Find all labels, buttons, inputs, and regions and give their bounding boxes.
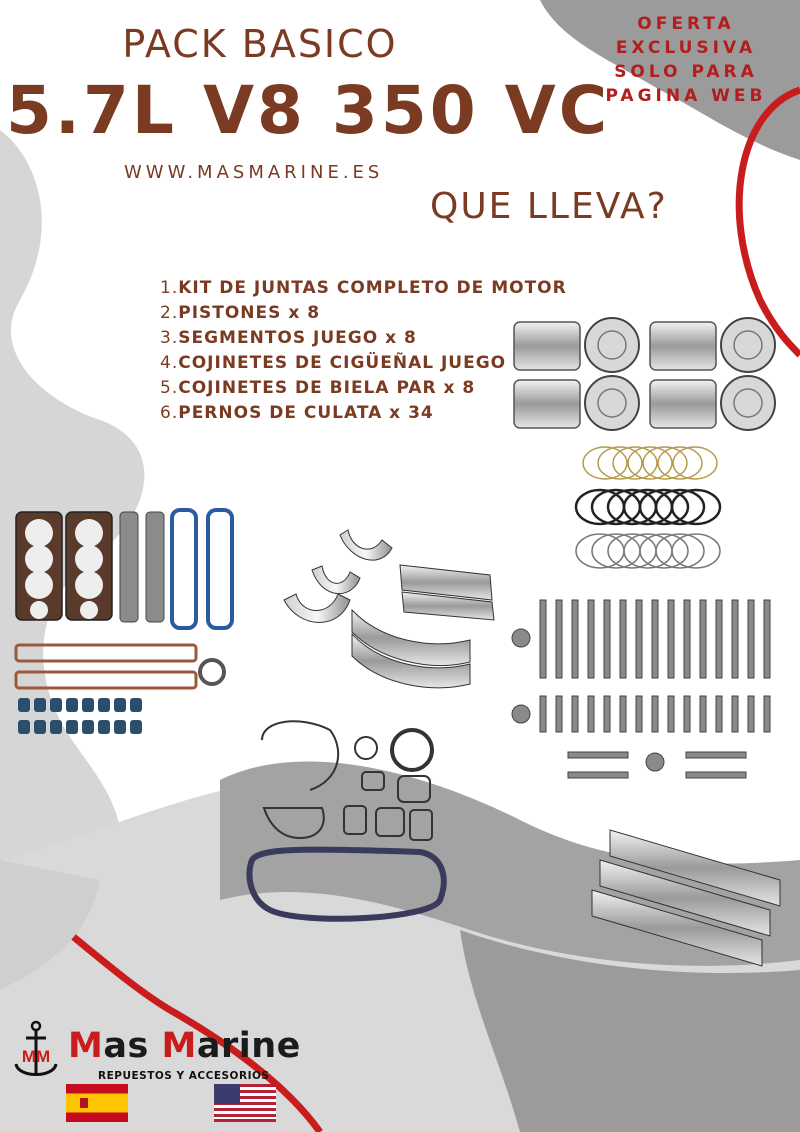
valve-cover-gaskets-icon — [172, 510, 232, 628]
brand-name — [68, 1026, 301, 1066]
offer-line: OFERTA — [637, 14, 735, 34]
main-bearings-icon — [352, 610, 470, 688]
pack-label: PACK BASICO — [122, 22, 398, 66]
crankshaft-bearings-icon — [592, 830, 780, 966]
engine-title: 5.7L V8 350 VC — [6, 72, 611, 149]
list-item-number: 6. — [160, 403, 179, 423]
seal-ring-icon — [200, 660, 224, 684]
svg-text:MM: MM — [21, 1047, 51, 1066]
valve-seals-icon — [18, 698, 142, 734]
offer-line: EXCLUSIVA — [615, 38, 757, 58]
list-item-number: 5. — [160, 378, 179, 398]
head-gaskets-icon — [16, 512, 112, 620]
offer-line: SOLO PARA — [614, 62, 758, 82]
list-item-number: 3. — [160, 328, 179, 348]
usa-flag-icon — [214, 1084, 276, 1122]
brand-name-first: Mas — [68, 1026, 149, 1066]
exhaust-gaskets-icon — [120, 512, 164, 622]
list-item-number: 2. — [160, 303, 179, 323]
piston-rings-icon — [576, 447, 720, 568]
spain-flag-icon — [66, 1084, 128, 1122]
oil-pan-gasket-icon — [249, 850, 443, 919]
website-link[interactable]: WWW.MASMARINE.ES — [124, 162, 384, 183]
list-item-number: 1. — [160, 278, 179, 298]
list-item-label: SEGMENTOS JUEGO x 8 — [178, 328, 417, 348]
list-item-label: PERNOS DE CULATA x 34 — [178, 403, 434, 423]
brand-name-second: Marine — [161, 1026, 301, 1066]
anchor-mm-icon — [8, 1020, 64, 1086]
list-item-label: KIT DE JUNTAS COMPLETO DE MOTOR — [178, 278, 567, 298]
list-item-label: COJINETES DE BIELA PAR x 8 — [178, 378, 476, 398]
brand-subtitle: REPUESTOS Y ACCESORIOS — [98, 1070, 270, 1082]
head-bolts-icon — [512, 600, 770, 778]
rod-bearings-icon — [284, 530, 494, 623]
list-item-number: 4. — [160, 353, 179, 373]
pistons-icon — [514, 318, 775, 430]
timing-cover-gaskets-icon — [262, 721, 432, 840]
list-item-label: PISTONES x 8 — [178, 303, 321, 323]
question-heading: QUE LLEVA? — [430, 186, 668, 227]
offer-line: PAGINA WEB — [605, 86, 767, 106]
intake-gaskets-icon — [16, 645, 196, 688]
list-item-label: COJINETES DE CIGÜEÑAL JUEGO — [178, 353, 507, 373]
